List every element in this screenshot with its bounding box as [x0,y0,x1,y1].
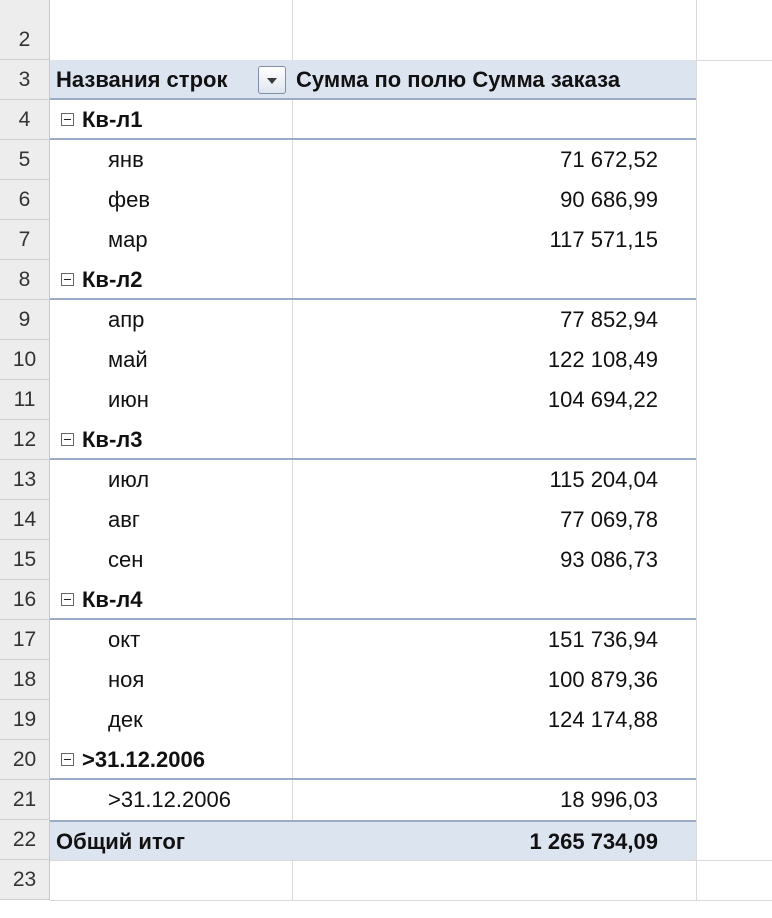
group-label: Кв-л1 [82,107,143,132]
item-value: 115 204,04 [549,467,658,492]
row-number[interactable]: 23 [0,860,49,900]
item-label: янв [108,147,144,172]
pivot-group-row[interactable] [50,580,696,620]
pivot-item-row[interactable] [50,340,696,380]
item-value: 104 694,22 [547,387,658,412]
collapse-minus-icon[interactable] [61,273,74,286]
row-number[interactable]: 3 [0,60,49,100]
row-number[interactable]: 11 [0,380,49,420]
pivot-item-row[interactable] [50,500,696,540]
row-number[interactable]: 18 [0,660,49,700]
pivot-item-row[interactable] [50,620,696,660]
item-label: сен [108,547,144,572]
row-number[interactable]: 5 [0,140,49,180]
item-label: май [108,347,148,372]
pivot-item-row[interactable] [50,780,696,820]
row-number[interactable]: 22 [0,820,49,860]
item-label: мар [108,227,148,252]
pivot-item-row[interactable] [50,380,696,420]
item-value: 93 086,73 [560,547,658,572]
item-value: 18 996,03 [560,787,658,812]
row-number[interactable]: 7 [0,220,49,260]
group-label: >31.12.2006 [82,747,205,772]
collapse-minus-icon[interactable] [61,433,74,446]
pivot-header-row [50,60,696,100]
row-number[interactable]: 13 [0,460,49,500]
item-value: 100 879,36 [547,667,658,692]
row-number[interactable]: 2 [0,20,49,60]
item-label: апр [108,307,145,332]
item-value: 90 686,99 [560,187,658,212]
item-label: окт [108,627,141,652]
pivot-item-row[interactable] [50,540,696,580]
item-value: 122 108,49 [547,347,658,372]
item-label: июл [108,467,150,492]
row-number[interactable]: 4 [0,100,49,140]
item-value: 151 736,94 [547,627,658,652]
row-number[interactable]: 17 [0,620,49,660]
pivot-item-row[interactable] [50,460,696,500]
pivot-group-row[interactable] [50,260,696,300]
pivot-item-row[interactable] [50,660,696,700]
item-value: 124 174,88 [547,707,658,732]
grand-total-row[interactable] [50,820,696,860]
value-field-header[interactable]: Сумма по полю Сумма заказа [296,67,621,92]
row-number[interactable]: 15 [0,540,49,580]
row-number[interactable]: 9 [0,300,49,340]
grand-total-label: Общий итог [56,829,186,854]
collapse-minus-icon[interactable] [61,113,74,126]
collapse-minus-icon[interactable] [61,593,74,606]
pivot-item-row[interactable] [50,180,696,220]
item-value: 71 672,52 [560,147,658,172]
group-label: Кв-л4 [82,587,143,612]
pivot-item-row[interactable] [50,700,696,740]
row-number[interactable]: 8 [0,260,49,300]
item-label: ноя [108,667,145,692]
item-value: 77 852,94 [560,307,658,332]
item-value: 77 069,78 [560,507,658,532]
row-number[interactable]: 10 [0,340,49,380]
pivot-item-row[interactable] [50,300,696,340]
grand-total-value: 1 265 734,09 [529,829,658,854]
group-label: Кв-л3 [82,427,143,452]
row-number[interactable]: 6 [0,180,49,220]
row-number[interactable]: 16 [0,580,49,620]
filter-dropdown-icon[interactable] [258,66,286,94]
row-gridline [50,900,772,901]
item-label: авг [108,507,140,532]
column-gridline [696,0,697,900]
item-value: 117 571,15 [549,227,658,252]
pivot-item-row[interactable] [50,140,696,180]
item-label: фев [108,187,151,212]
row-number[interactable]: 12 [0,420,49,460]
pivot-group-row[interactable] [50,420,696,460]
pivot-item-row[interactable] [50,220,696,260]
row-header-column [0,0,50,900]
row-labels-header[interactable]: Названия строк [56,67,228,92]
pivot-group-row[interactable] [50,100,696,140]
row-number[interactable]: 21 [0,780,49,820]
item-label: дек [108,707,143,732]
item-label: июн [108,387,149,412]
row-number[interactable]: 14 [0,500,49,540]
row-number[interactable]: 19 [0,700,49,740]
collapse-minus-icon[interactable] [61,753,74,766]
item-label: >31.12.2006 [108,787,231,812]
group-label: Кв-л2 [82,267,143,292]
pivot-group-row[interactable] [50,740,696,780]
row-number[interactable]: 20 [0,740,49,780]
